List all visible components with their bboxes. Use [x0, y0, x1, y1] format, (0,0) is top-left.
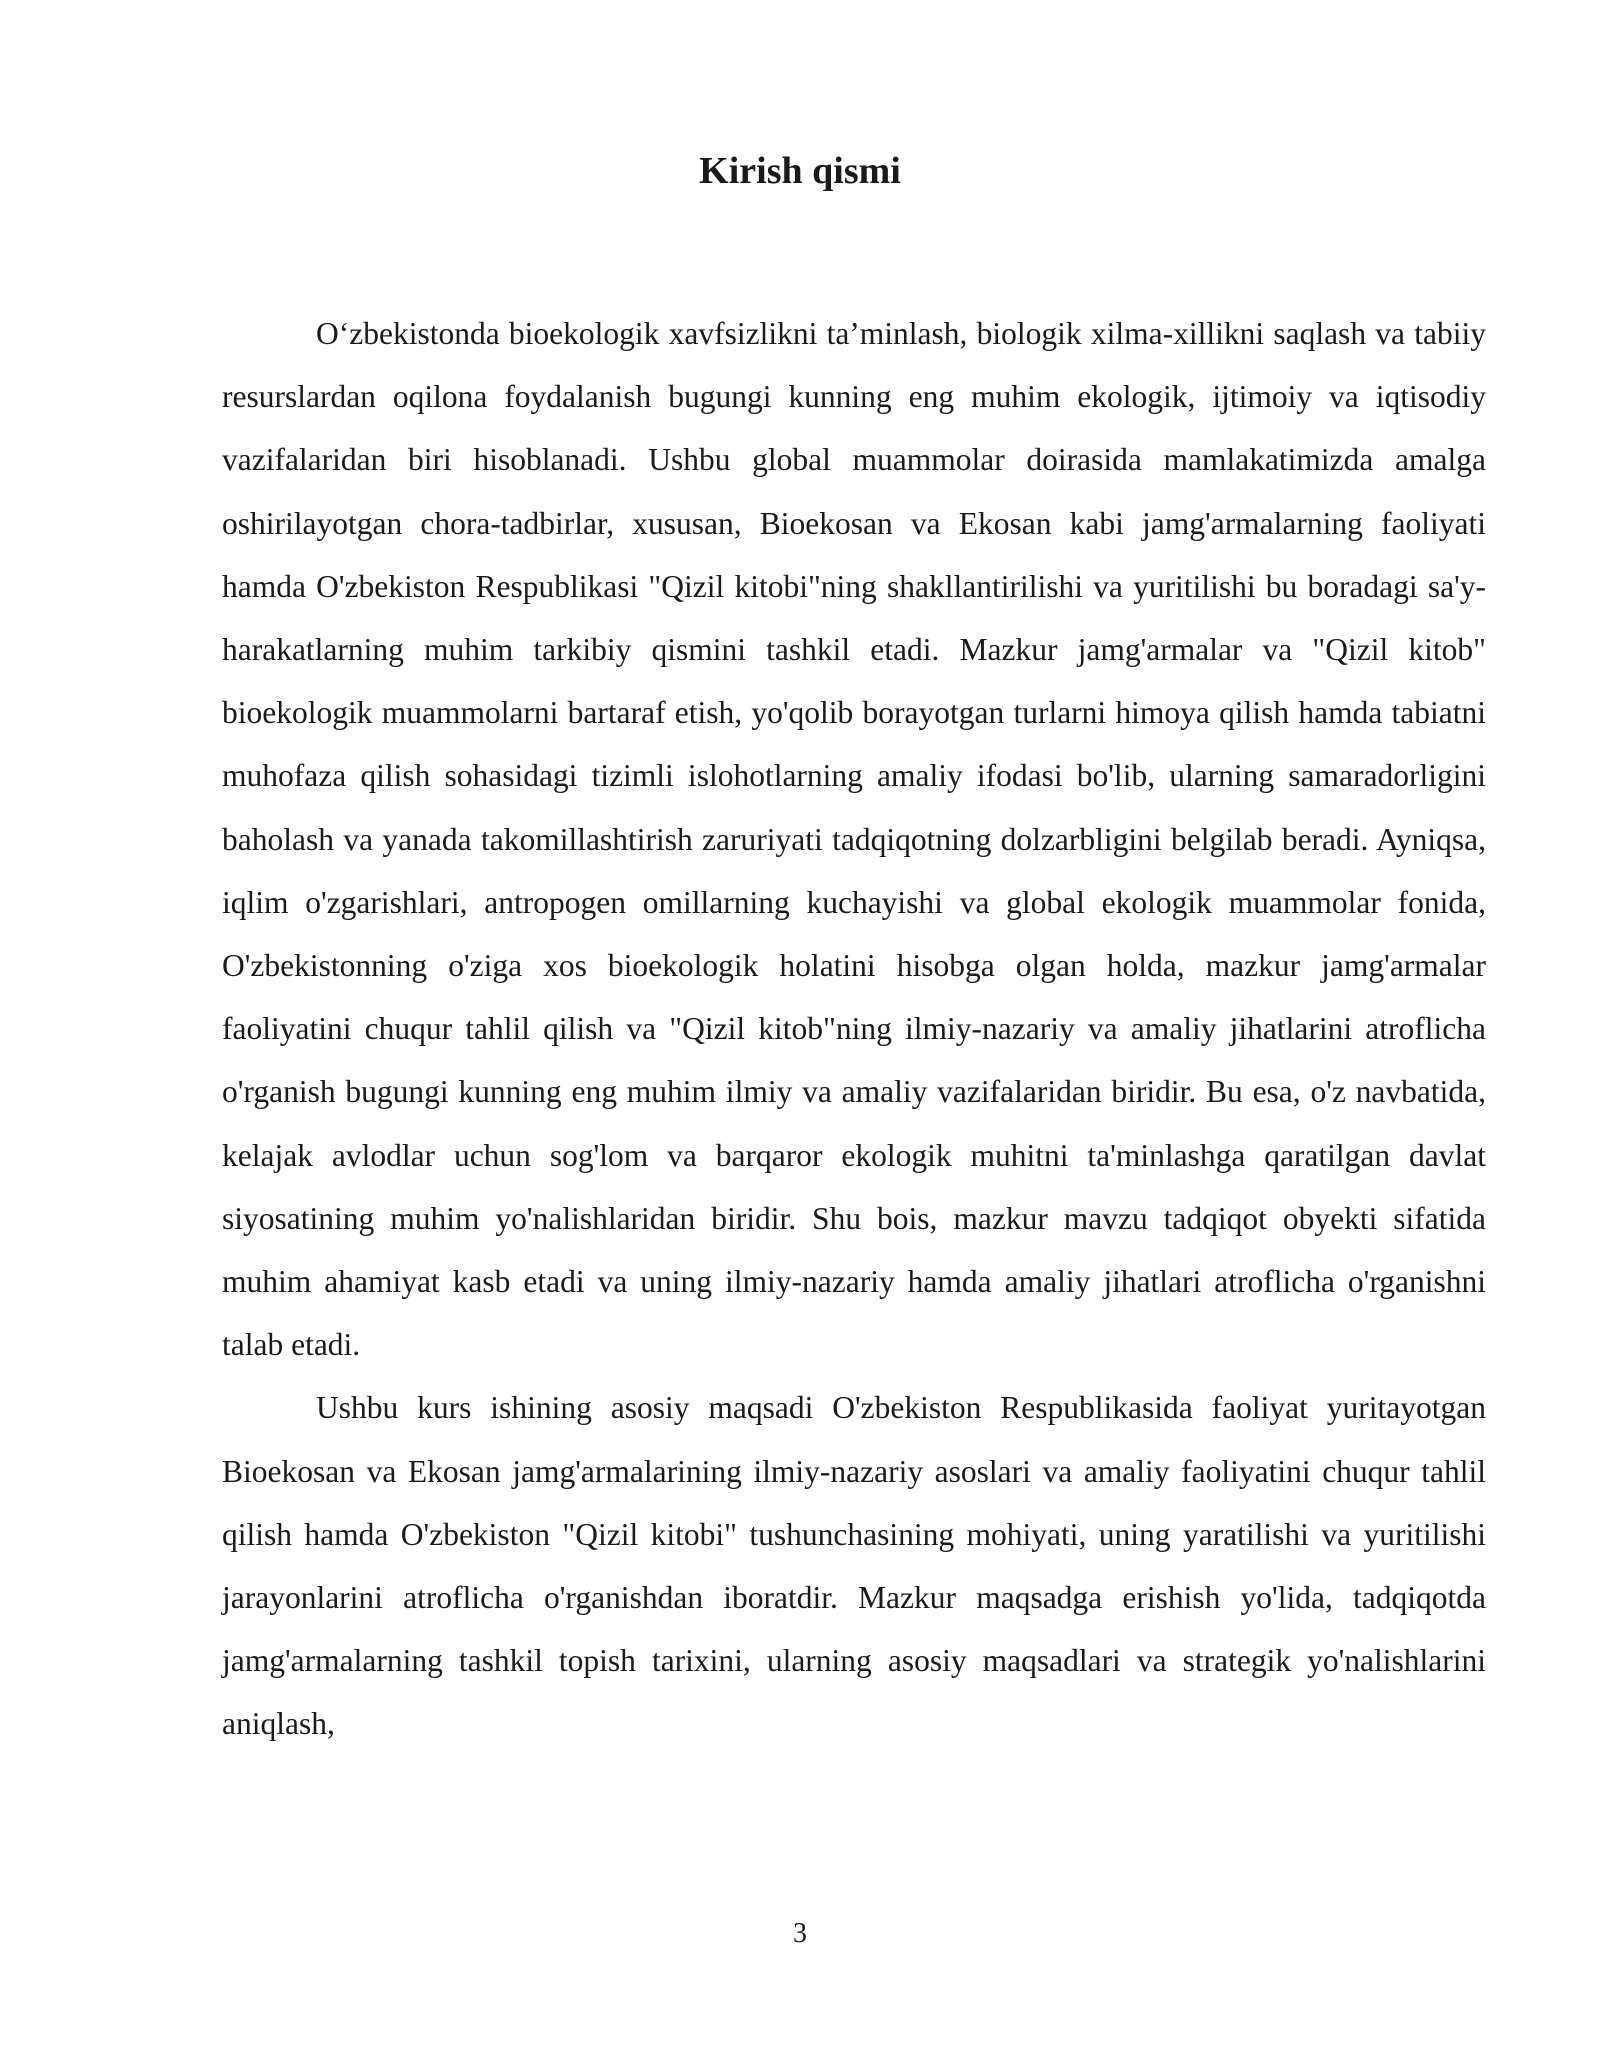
- page-number: 3: [793, 1918, 807, 1949]
- paragraph-2: Ushbu kurs ishining asosiy maqsadi O'zbekiston Respublikasida faoliyat yuritayotgan Bioekosan va Ekosan jamg'armalarining ilmiy-nazariy asoslari va amaliy faoliyatini chuqur tahlil qilish hamda O'zbekiston "Qizil kitobi" tushunchasining mohiyati, uning yaratilishi va yuritilishi jarayonlarini atroflicha o'rganishdan iboratdir. Mazkur maqsadga erishish yo'lida, tadqiqotda jamg'armalarning tashkil topish tarixini, ularning asosiy maqsadlari va strategik yo'nalishlarini aniqlash,: [222, 1390, 1486, 1742]
- page-title: Kirish qismi: [699, 150, 901, 192]
- body-text: [222, 302, 1486, 1756]
- paragraph-1: O‘zbekistonda bioekologik xavfsizlikni ta’minlash, biologik xilma-xillikni saqlash va tabiiy resurslardan oqilona foydalanish bugungi kunning eng muhim ekologik, ijtimoiy va iqtisodiy vazifalaridan biri hisoblanadi. Ushbu global muammolar doirasida mamlakatimizda amalga oshirilayotgan chora-tadbirlar, xususan, Bioekosan va Ekosan kabi jamg'armalarning faoliyati hamda O'zbekiston Respublikasi "Qizil kitobi"ning shakllantirilishi va yuritilishi bu boradagi sa'y-harakatlarning muhim tarkibiy qismini tashkil etadi. Mazkur jamg'armalar va "Qizil kitob" bioekologik muammolarni bartaraf etish, yo'qolib borayotgan turlarni himoya qilish hamda tabiatni muhofaza qilish sohasidagi tizimli islohotlarning amaliy ifodasi bo'lib, ularning samaradorligini baholash va yanada takomillashtirish zaruriyati tadqiqotning dolzarbligini belgilab beradi. Ayniqsa, iqlim o'zgarishlari, antropogen omillarning kuchayishi va global ekologik muammolar fonida, O'zbekistonning o'ziga xos bioekologik holatini hisobga olgan holda, mazkur jamg'armalar faoliyatini chuqur tahlil qilish va "Qizil kitob"ning ilmiy-nazariy va amaliy jihatlarini atroflicha o'rganish bugungi kunning eng muhim ilmiy va amaliy vazifalaridan biridir. Bu esa, o'z navbatida, kelajak avlodlar uchun sog'lom va barqaror ekologik muhitni ta'minlashga qaratilgan davlat siyosatining muhim yo'nalishlaridan biridir. Shu bois, mazkur mavzu tadqiqot obyekti sifatida muhim ahamiyat kasb etadi va uning ilmiy-nazariy hamda amaliy jihatlari atroflicha o'rganishni talab etadi.: [222, 316, 1486, 1363]
